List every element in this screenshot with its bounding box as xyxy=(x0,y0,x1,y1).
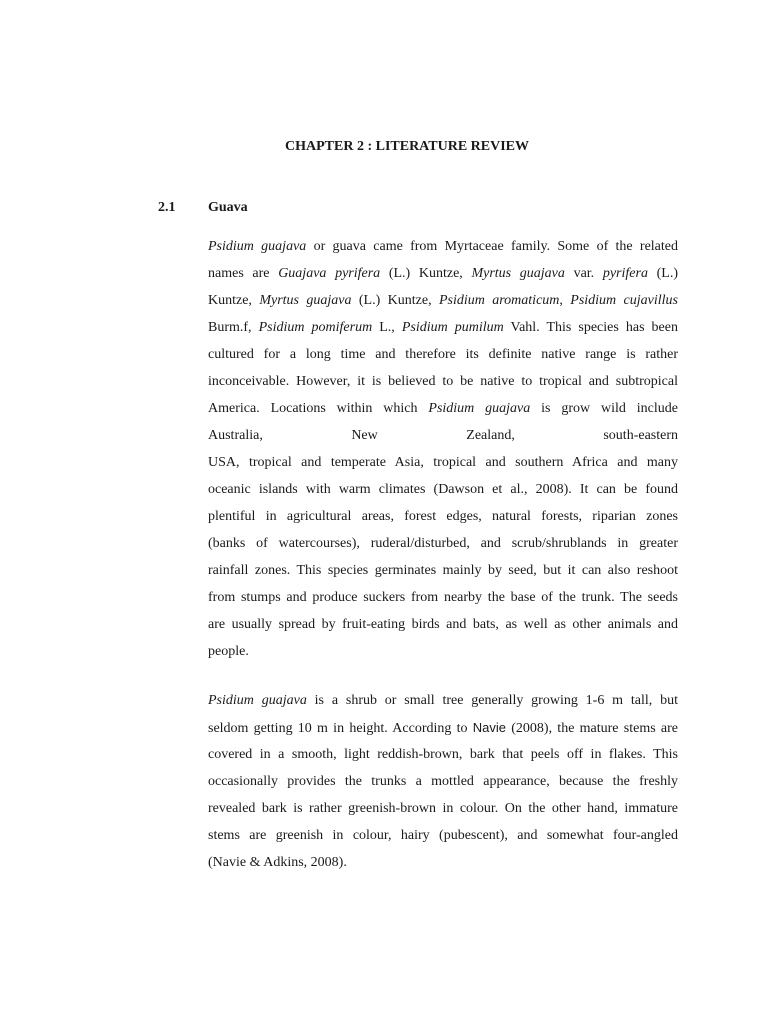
italic-text: pyrifera xyxy=(602,266,648,281)
text-run: names are xyxy=(208,266,279,281)
paragraph-line xyxy=(208,822,678,849)
text-run: or guava came from Myrtaceae family. Some of the related xyxy=(306,239,678,254)
paragraph-line xyxy=(208,714,678,741)
text-run: (banks of watercourses), ruderal/disturbed, and scrub/shrublands in greater xyxy=(208,536,678,551)
italic-text: Psidium cujavillus xyxy=(570,293,678,308)
chapter-title: CHAPTER 2 : LITERATURE REVIEW xyxy=(285,139,529,154)
paragraph-line xyxy=(208,341,678,368)
italic-text: Psidium pomiferum xyxy=(258,320,373,335)
text-run: , xyxy=(559,293,571,308)
italic-text: Guajava pyrifera xyxy=(278,266,381,281)
text-run: (L.) Kuntze, xyxy=(380,266,472,281)
text-run: revealed bark is rather greenish-brown in colour. On the other hand, immature xyxy=(208,801,678,816)
paragraph-line xyxy=(208,368,678,395)
paragraph-line xyxy=(208,503,678,530)
paragraph-line xyxy=(208,584,678,611)
text-run: Navie xyxy=(472,720,506,735)
text-run: L., xyxy=(372,320,402,335)
italic-text: Psidium guajava xyxy=(208,693,307,708)
italic-text: Psidium guajava xyxy=(428,401,531,416)
text-run: (Navie & Adkins, 2008). xyxy=(208,855,347,870)
text-run: from stumps and produce suckers from nearby the base of the trunk. The seeds xyxy=(208,590,678,605)
paragraph-line xyxy=(208,287,678,314)
paragraph-line xyxy=(208,638,678,665)
text-run: Burm.f, xyxy=(208,320,259,335)
italic-text: Myrtus guajava xyxy=(259,293,352,308)
text-run: Kuntze, xyxy=(208,293,260,308)
paragraph-line xyxy=(208,476,678,503)
paragraph-line xyxy=(208,795,678,822)
text-run: Australia, New Zealand, south-eastern xyxy=(208,428,678,443)
paragraph-line xyxy=(208,314,678,341)
text-run: cultured for a long time and therefore its definite native range is rather xyxy=(208,347,678,362)
paragraph-line xyxy=(208,260,678,287)
text-run: America. Locations within which xyxy=(208,401,429,416)
paragraph-line xyxy=(208,687,678,714)
text-run: oceanic islands with warm climates (Dawson et al., 2008). It can be found xyxy=(208,482,678,497)
paragraph-2 xyxy=(208,687,678,876)
text-run: is grow wild include xyxy=(530,401,678,416)
italic-text: Myrtus guajava xyxy=(471,266,565,281)
paragraph-line xyxy=(208,611,678,638)
text-run: (L.) xyxy=(647,266,678,281)
text-run: (2008), the mature stems are xyxy=(506,721,678,736)
paragraph-1 xyxy=(208,233,678,665)
paragraph-line xyxy=(208,768,678,795)
paragraph-line xyxy=(208,395,678,422)
section-title: Guava xyxy=(208,200,248,215)
text-run: are usually spread by fruit-eating birds and bats, as well as other animals and xyxy=(208,617,678,632)
text-run: plentiful in agricultural areas, forest edges, natural forests, riparian zones xyxy=(208,509,678,524)
section-number: 2.1 xyxy=(158,200,176,215)
paragraph-line xyxy=(208,741,678,768)
text-run: stems are greenish in colour, hairy (pubescent), and somewhat four-angled xyxy=(208,828,678,843)
text-run: rainfall zones. This species germinates mainly by seed, but it can also reshoot xyxy=(208,563,678,578)
text-run: var. xyxy=(564,266,603,281)
text-run: (L.) Kuntze, xyxy=(351,293,439,308)
paragraph-line xyxy=(208,849,678,876)
text-run: seldom getting 10 m in height. According to xyxy=(208,721,473,736)
text-run: USA, tropical and temperate Asia, tropical and southern Africa and many xyxy=(208,455,678,470)
paragraph-line xyxy=(208,449,678,476)
text-run: Vahl. This species has been xyxy=(503,320,678,335)
italic-text: Psidium aromaticum xyxy=(438,293,560,308)
italic-text: Psidium pumilum xyxy=(401,320,504,335)
text-run: people. xyxy=(208,644,249,659)
paragraph-line xyxy=(208,557,678,584)
text-run: occasionally provides the trunks a mottled appearance, because the freshly xyxy=(208,774,678,789)
italic-text: Psidium guajava xyxy=(208,239,307,254)
paragraph-line xyxy=(208,233,678,260)
text-run: is a shrub or small tree generally growing 1-6 m tall, but xyxy=(306,693,678,708)
text-run: inconceivable. However, it is believed to be native to tropical and subtropical xyxy=(208,374,678,389)
paragraph-line xyxy=(208,530,678,557)
text-run: covered in a smooth, light reddish-brown, bark that peels off in flakes. This xyxy=(208,747,678,762)
paragraph-line xyxy=(208,422,678,449)
